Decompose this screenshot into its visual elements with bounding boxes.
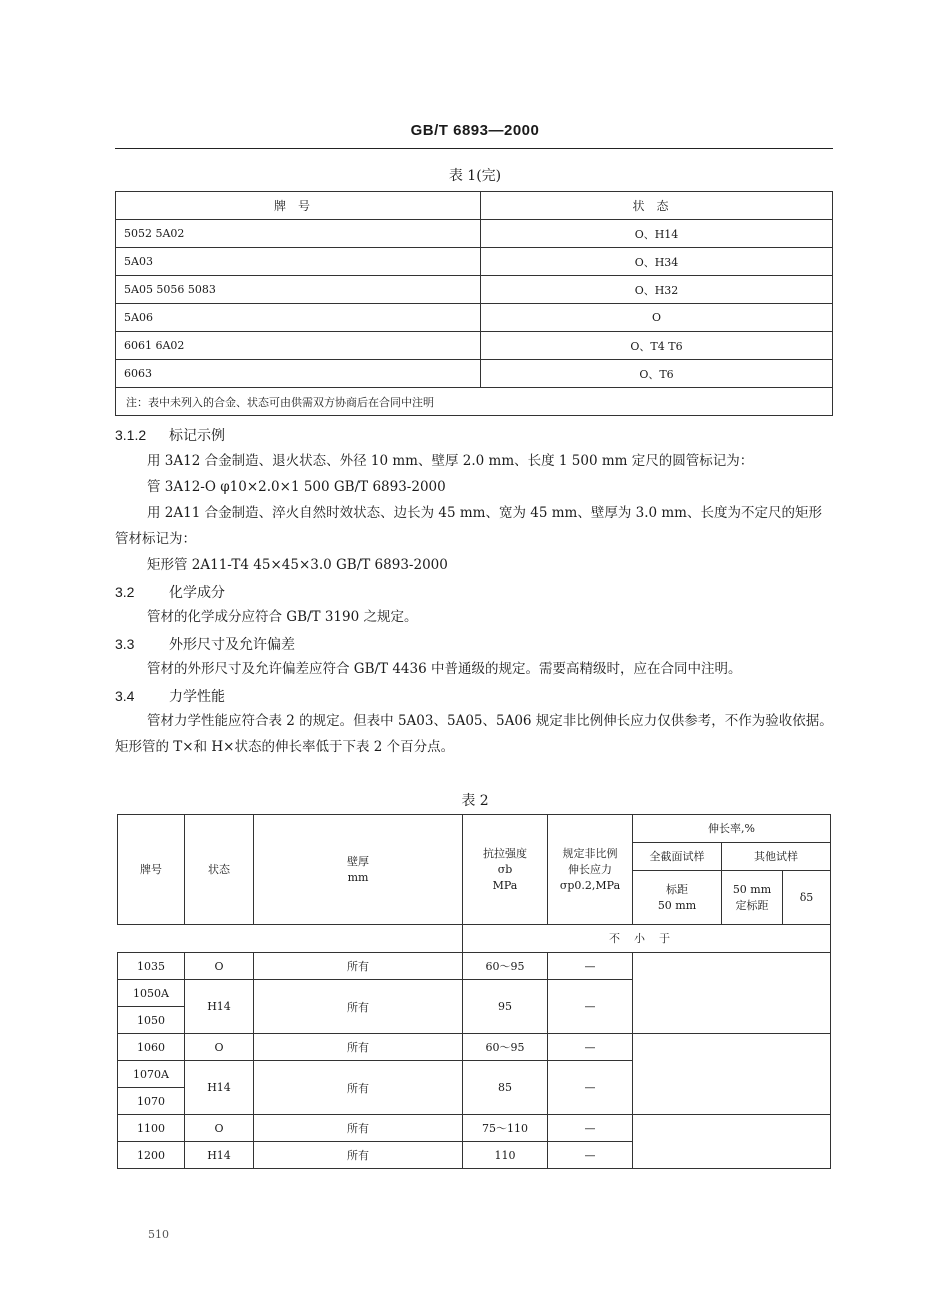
wall-cell: 所有 — [254, 1034, 463, 1061]
state-cell: O — [185, 1034, 254, 1061]
paragraph: 管材的外形尺寸及允许偏差应符合 GB/T 4436 中普通级的规定。需要高精级时，应在合同中注明。 — [147, 661, 742, 677]
section-3-4-body — [115, 708, 833, 760]
grade-cell: 5A03 — [116, 248, 481, 276]
table-row — [116, 276, 833, 304]
section-heading-3-3: 3.3 外形尺寸及允许偏差 — [115, 636, 295, 653]
state-cell: O — [185, 1115, 254, 1142]
tensile-cell: 95 — [463, 980, 548, 1034]
table1-caption: 表 1(完) — [448, 168, 502, 184]
table2-col-proof-stress: 规定非比例 伸长应力 σp0.2,MPa — [548, 815, 633, 925]
table-row — [116, 220, 833, 248]
section-heading-3-1-2: 3.1.2 标记示例 — [115, 427, 225, 444]
grade-cell: 6063 — [116, 360, 481, 388]
table-row — [116, 332, 833, 360]
section-heading-3-4: 3.4 力学性能 — [115, 688, 225, 705]
table1-col-grade: 牌号 — [116, 192, 481, 220]
state-cell: O、H14 — [481, 220, 833, 248]
proof-cell: — — [548, 1142, 633, 1169]
grade-cell: 1100 — [118, 1115, 185, 1142]
table1-note: 注：表中未列入的合金、状态可由供需双方协商后在合同中注明 — [116, 388, 833, 416]
wall-cell: 所有 — [254, 1061, 463, 1115]
tensile-cell: 85 — [463, 1061, 548, 1115]
grade-cell: 1035 — [118, 953, 185, 980]
wall-cell: 所有 — [254, 980, 463, 1034]
marking-example-1: 管 3A12-O φ10×2.0×1 500 GB/T 6893-2000 — [147, 479, 446, 495]
grade-cell: 1070A — [118, 1061, 185, 1088]
table2-col-50mm-fixed: 50 mm 定标距 — [722, 871, 783, 925]
table2-caption: 表 2 — [461, 793, 489, 809]
marking-example-2: 矩形管 2A11-T4 45×45×3.0 GB/T 6893-2000 — [147, 557, 448, 573]
table-row — [118, 1034, 831, 1061]
table2-col-state: 状态 — [185, 815, 254, 925]
grade-cell: 5052 5A02 — [116, 220, 481, 248]
table-row — [116, 304, 833, 332]
proof-cell: — — [548, 953, 633, 980]
grade-cell: 1050A — [118, 980, 185, 1007]
table-row — [116, 248, 833, 276]
paragraph: 管材力学性能应符合表 2 的规定。但表中 5A03、5A05、5A06 规定非比例伸长应力仅供参考，不作为验收依据。矩形管的 T×和 H×状态的伸长率低于下表 2 个百分点。 — [115, 713, 833, 755]
tensile-cell: 60～95 — [463, 1034, 548, 1061]
table2-col-wall: 壁厚 mm — [254, 815, 463, 925]
table2-not-less-than: 不小于 — [463, 925, 831, 953]
section-heading-3-2: 3.2 化学成分 — [115, 584, 225, 601]
proof-cell: — — [548, 1115, 633, 1142]
tensile-cell: 110 — [463, 1142, 548, 1169]
table1-note-row — [116, 388, 833, 416]
grade-cell: 1050 — [118, 1007, 185, 1034]
state-cell: O — [481, 304, 833, 332]
paragraph: 管材的化学成分应符合 GB/T 3190 之规定。 — [147, 609, 418, 625]
wall-cell: 所有 — [254, 1115, 463, 1142]
standard-header: GB/T 6893—2000 — [410, 122, 540, 139]
tensile-cell: 75～110 — [463, 1115, 548, 1142]
wall-cell: 所有 — [254, 1142, 463, 1169]
section-3-3-body — [115, 656, 833, 682]
section-3-1-2-body — [115, 448, 833, 578]
grade-cell: 6061 6A02 — [116, 332, 481, 360]
grade-cell: 1060 — [118, 1034, 185, 1061]
grade-cell: 5A05 5056 5083 — [116, 276, 481, 304]
state-cell: O、T4 T6 — [481, 332, 833, 360]
proof-cell: — — [548, 1034, 633, 1061]
state-cell: H14 — [185, 980, 254, 1034]
grade-cell: 1200 — [118, 1142, 185, 1169]
state-cell: O — [185, 953, 254, 980]
table2-col-full-section: 全截面试样 — [633, 843, 722, 871]
table2-col-elongation: 伸长率,% — [633, 815, 831, 843]
header-rule — [115, 148, 833, 149]
state-cell: O、T6 — [481, 360, 833, 388]
state-cell: O、H32 — [481, 276, 833, 304]
grade-cell: 5A06 — [116, 304, 481, 332]
table-row — [116, 360, 833, 388]
table2-col-delta5: δ5 — [783, 871, 831, 925]
paragraph: 用 3A12 合金制造、退火状态、外径 10 mm、壁厚 2.0 mm、长度 1 500 mm 定尺的圆管标记为： — [147, 453, 754, 469]
state-cell: H14 — [185, 1142, 254, 1169]
table2-col-tensile: 抗拉强度 σb MPa — [463, 815, 548, 925]
table1-header-row — [116, 192, 833, 220]
wall-cell: 所有 — [254, 953, 463, 980]
table1-col-state: 状态 — [481, 192, 833, 220]
table2 — [117, 814, 831, 1169]
grade-cell: 1070 — [118, 1088, 185, 1115]
proof-cell: — — [548, 1061, 633, 1115]
state-cell: O、H34 — [481, 248, 833, 276]
table2-col-grade: 牌号 — [118, 815, 185, 925]
table-row — [118, 953, 831, 980]
tensile-cell: 60～95 — [463, 953, 548, 980]
table-row — [118, 1115, 831, 1142]
state-cell: H14 — [185, 1061, 254, 1115]
table2-col-other-specimen: 其他试样 — [722, 843, 831, 871]
table1 — [115, 191, 833, 416]
table2-col-gauge-50: 标距 50 mm — [633, 871, 722, 925]
proof-cell: — — [548, 980, 633, 1034]
page-number: 510 — [148, 1228, 169, 1241]
section-3-2-body — [115, 604, 833, 630]
paragraph: 用 2A11 合金制造、淬火自然时效状态、边长为 45 mm、宽为 45 mm、壁厚为 3.0 mm、长度为不定尺的矩形管材标记为： — [115, 505, 822, 547]
